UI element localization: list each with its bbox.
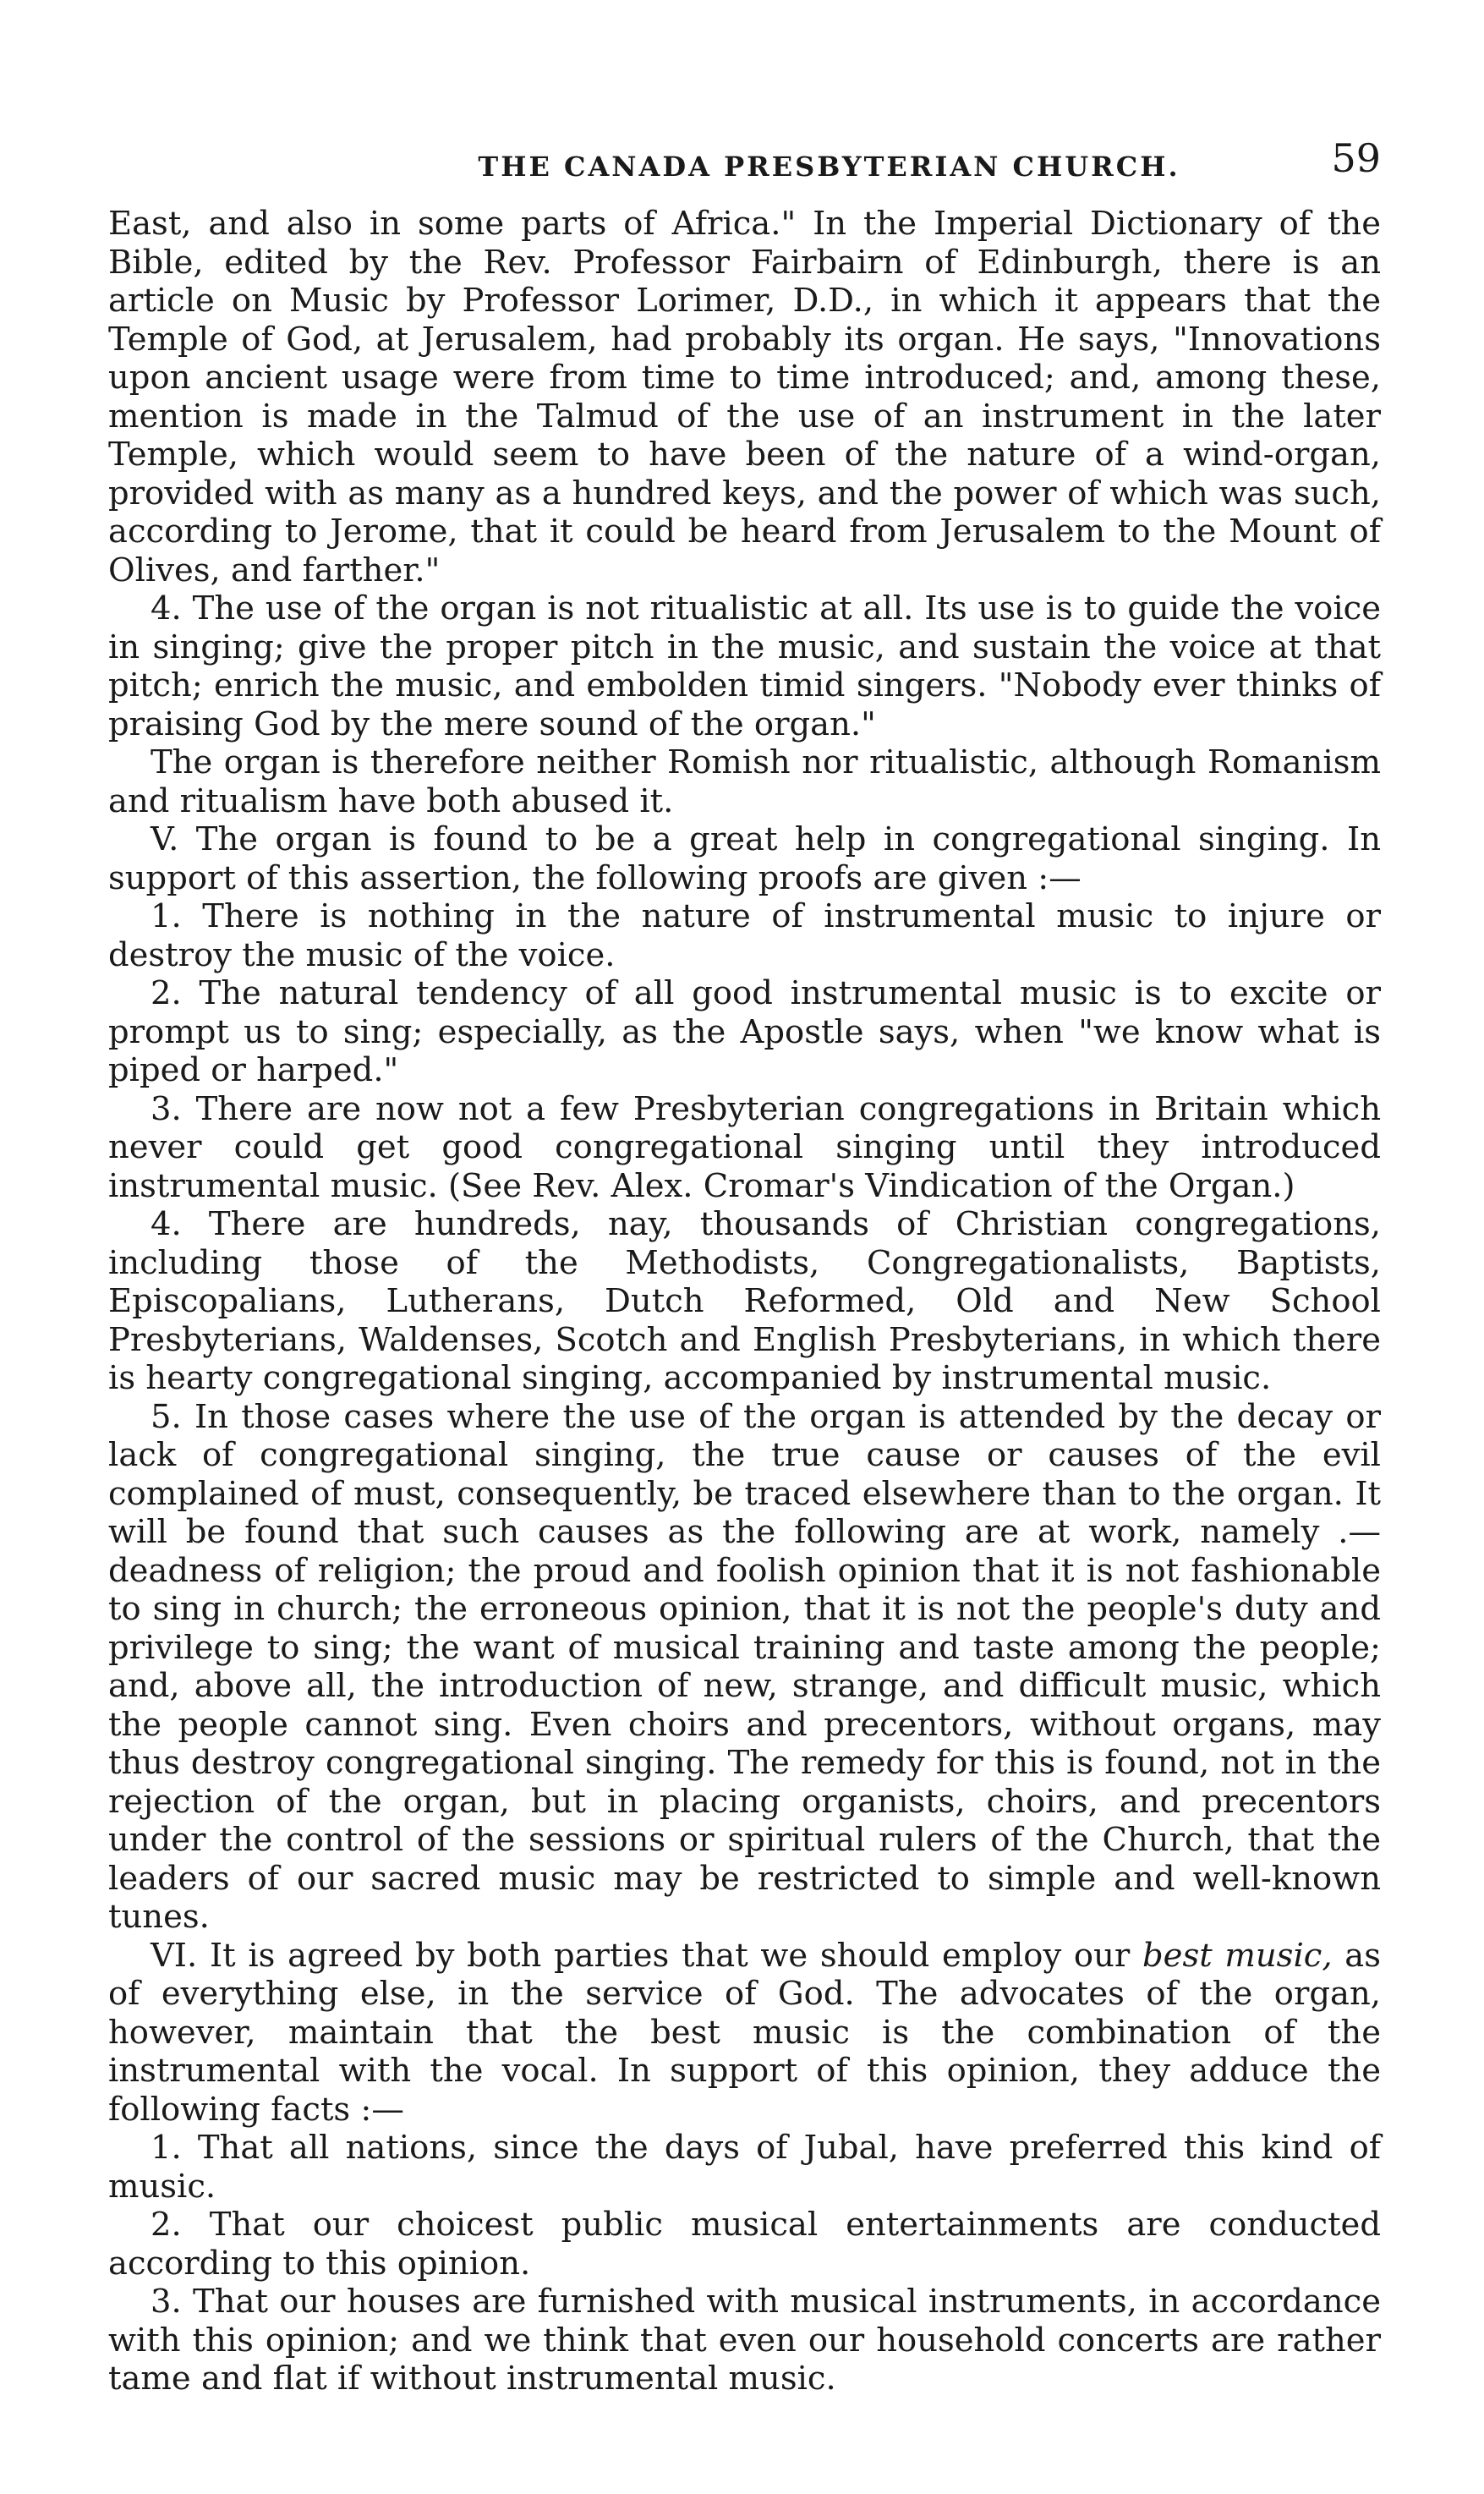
book-page [108,135,1381,2398]
section-vi-text-after: as of everything else, in the service of God. The advocates of the organ, however, maintain that the best music is the combination of the instrumental with the vocal. In support of this opinion, they adduce the following facts :— [108,1936,1381,2129]
paragraph-continuation: East, and also in some parts of Africa." In the Imperial Dictionary of the Bible, edited by the Rev. Professor Fairbairn of Edinburgh, there is an article on Music by Professor Lorimer, D.D., in which it appears that the Temple of God, at Jerusalem, had probably its organ. He says, "Innovations upon ancient usage were from time to time introduced; and, among these, mention is made in the Talmud of the use of an instrument in the later Temple, which would seem to have been of the nature of a wind-organ, provided with as many as a hundred keys, and the power of which was such, according to Jerome, that it could be heard from Jerusalem to the Mount of Olives, and farther." [108,205,1381,589]
paragraph-proof-2: 2. The natural tendency of all good instrumental music is to excite or prompt us to sing; especially, as the Apostle says, when "we know what is piped or harped." [108,974,1381,1089]
page-number: 59 [1331,135,1381,181]
page-body [108,205,1381,2398]
paragraph-proof-4: 4. There are hundreds, nay, thousands of Christian congregations, including those of the Methodists, Congregationalists, Baptists, Episcopalians, Lutherans, Dutch Reformed, Old and New School Presbyterians, Waldenses, Scotch and English Presbyterians, in which there is hearty congregational singing, accompanied by instrumental music. [108,1205,1381,1397]
paragraph-point-4: 4. The use of the organ is not ritualistic at all. Its use is to guide the voice in singing; give the proper pitch in the music, and sustain the voice at that pitch; enrich the music, and embolden timid singers. "Nobody ever thinks of praising God by the mere sound of the organ." [108,589,1381,743]
paragraph-proof-1: 1. There is nothing in the nature of instrumental music to injure or destroy the music of the voice. [108,897,1381,974]
running-title: THE CANADA PRESBYTERIAN CHURCH. [478,151,1180,183]
paragraph-organ-conclusion: The organ is therefore neither Romish nor ritualistic, although Romanism and ritualism have both abused it. [108,743,1381,820]
running-header [108,135,1381,195]
paragraph-proof-5: 5. In those cases where the use of the organ is attended by the decay or lack of congregational singing, the true cause or causes of the evil complained of must, consequently, be traced elsewhere than to the organ. It will be found that such causes as the following are at work, namely .—deadness of religion; the proud and foolish opinion that it is not fashionable to sing in church; the erroneous opinion, that it is not the people's duty and privilege to sing; the want of musical training and taste among the people; and, above all, the introduction of new, strange, and difficult music, which the people cannot sing. Even choirs and precentors, without organs, may thus destroy congregational singing. The remedy for this is found, not in the rejection of the organ, but in placing organists, choirs, and precentors under the control of the sessions or spiritual rulers of the Church, that the leaders of our sacred music may be restricted to simple and well-known tunes. [108,1397,1381,1936]
paragraph-section-v: V. The organ is found to be a great help in congregational singing. In support of this assertion, the following proofs are given :— [108,820,1381,897]
paragraph-proof-3: 3. There are now not a few Presbyterian congregations in Britain which never could get good congregational singing until they introduced instrumental music. (See Rev. Alex. Cromar's Vindication of the Organ.) [108,1089,1381,1205]
paragraph-fact-1: 1. That all nations, since the days of Jubal, have preferred this kind of music. [108,2129,1381,2206]
section-vi-text-before: VI. It is agreed by both parties that we should employ our [151,1936,1143,1975]
paragraph-fact-2: 2. That our choicest public musical entertainments are conducted according to this opinion. [108,2206,1381,2283]
paragraph-fact-3: 3. That our houses are furnished with musical instruments, in accordance with this opinion; and we think that even our household concerts are rather tame and flat if without instrumental music. [108,2283,1381,2398]
paragraph-section-vi [108,1937,1381,2129]
section-vi-emphasis: best music, [1142,1936,1333,1975]
